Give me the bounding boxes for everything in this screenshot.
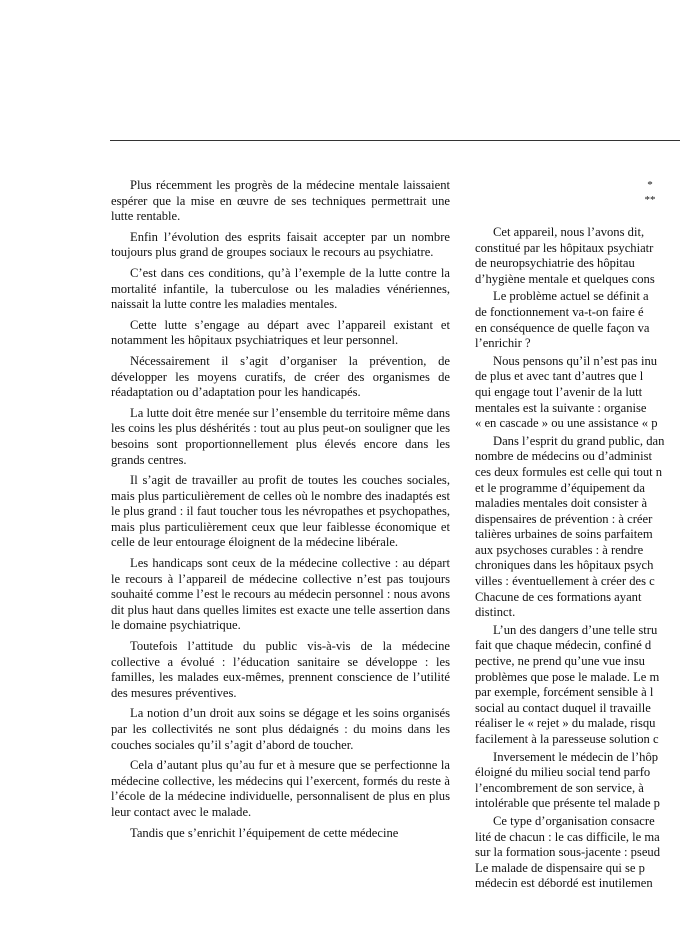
text-line: Le problème actuel se définit a — [493, 289, 649, 304]
text-line: dispensaires de prévention : à créer — [475, 511, 653, 526]
right-column-text — [475, 225, 680, 892]
text-line: Chacune de ces formations ayant — [475, 589, 642, 604]
text-line: chroniques dans les hôpitaux psych — [475, 558, 654, 573]
text-line: constitué par les hôpitaux psychiatr — [475, 240, 654, 255]
header-rule — [110, 140, 680, 141]
text-line: ces deux formules est celle qui tout n — [475, 464, 663, 479]
text-line: éloigné du milieu social tend parfo — [475, 765, 651, 780]
paragraph: Les handicaps sont ceux de la médecine collective : au départ le recours à l’appareil de médecine collective n’est pas toujours souhaité comme l’est le recours au médecin personnel : nous avons dit plus haut dans quelles limites est exacte une telle assertion dans le domaine psychiatrique. — [111, 556, 450, 633]
paragraph: Toutefois l’attitude du public vis-à-vis de la médecine collective a évolué : l’éducation sanitaire se développe : les familles, les malades eux-mêmes, prennent conscience de l’utilité des mesures préventives. — [111, 639, 450, 700]
text-line: talières urbaines de soins parfaitem — [475, 527, 653, 542]
paragraph: C’est dans ces conditions, qu’à l’exemple de la lutte contre la mortalité infantile, la tuberculose ou les maladies vénériennes, naissait la lutte contre les maladies mentales. — [111, 265, 450, 312]
text-line: Nous pensons qu’il n’est pas inu — [493, 353, 658, 368]
paragraph: Il s’agit de travailler au profit de toutes les couches sociales, mais plus particulièrement de celles où le nombre des inadaptés est le plus grand : il faut toucher tous les névropathes et psychopathes, mais plus particulièrement ceux que leur faiblesse économique et celle de leur entourage éloignent de la médecine libérale. — [111, 473, 450, 550]
right-column — [475, 178, 680, 892]
separator-stars: ** — [644, 194, 656, 206]
paragraph: Nécessairement il s’agit d’organiser la prévention, de développer les moyens curatifs, de créer des organismes de réadaptation ou d’adaptation pour les handicapés. — [111, 353, 450, 400]
text-line: qui engage tout l’avenir de la lutt — [475, 384, 643, 399]
text-line: maladies mentales doit consister à — [475, 496, 648, 511]
paragraph: Cela d’autant plus qu’au fur et à mesure que se perfectionne la médecine collective, les médecins qui l’exercent, formés du reste à l’école de la médecine individuelle, personnalisent de plus en plus leur contact avec le malade. — [111, 758, 450, 819]
paragraph: La lutte doit être menée sur l’ensemble du territoire même dans les coins les plus déshérités : tout au plus peut-on souligner que les besoins sont proportionnellement plus élevés encore dans les grands centres. — [111, 405, 450, 467]
text-line: de fonctionnement va-t-on faire é — [475, 304, 644, 319]
text-line: nombre de médecins ou d’administ — [475, 449, 652, 464]
text-line: aux psychoses curables : à rendre — [475, 542, 644, 557]
left-column — [111, 178, 450, 846]
paragraph: La notion d’un droit aux soins se dégage et les soins organisés par les collectivités ne sont plus dédaignés : du moins dans les couches sociales qu’il s’agit d’abord de toucher. — [111, 706, 450, 752]
text-line: « en cascade » ou une assistance « p — [475, 416, 658, 431]
text-line: facilement à la paresseuse solution c — [475, 732, 659, 746]
text-line: social au contact duquel il travaille — [475, 700, 651, 715]
text-line: Ce type d’organisation consacre — [493, 813, 655, 828]
text-line: réaliser le « rejet » du malade, risqu — [475, 716, 656, 731]
text-line: l’enrichir ? — [475, 336, 531, 351]
paragraph: Tandis que s’enrichit l’équipement de cette médecine — [130, 825, 399, 840]
text-line: sur la formation sous-jacente : pseud — [475, 845, 661, 860]
text-line: intolérable que présente tel malade p — [475, 796, 660, 811]
text-line: villes : éventuellement à créer des c — [475, 574, 655, 589]
text-line: par exemple, forcément sensible à l — [475, 685, 654, 700]
text-line: Le malade de dispensaire qui se p — [475, 860, 645, 875]
text-line: distinct. — [475, 605, 516, 620]
text-line: pective, ne prend qu’une vue insu — [475, 654, 645, 669]
paragraph: Cette lutte s’engage au départ avec l’appareil existant et notamment les hôpitaux psychiatriques et leur personnel. — [111, 317, 450, 348]
text-line: d’hygiène mentale et quelques cons — [475, 271, 655, 286]
text-line: Inversement le médecin de l’hôp — [493, 749, 659, 764]
text-line: fait que chaque médecin, confiné d — [475, 638, 652, 653]
text-line: l’encombrement de son service, à — [475, 780, 644, 795]
text-line: Dans l’esprit du grand public, dan — [493, 433, 665, 448]
text-line: en conséquence de quelle façon va — [475, 320, 650, 335]
text-line: Cet appareil, nous l’avons dit, — [493, 225, 645, 239]
separator-star: * — [647, 179, 653, 191]
paragraph: Plus récemment les progrès de la médecine mentale laissaient espérer que la mise en œuvre de ses techniques permettrait une lutte rentable. — [111, 178, 450, 224]
section-separator — [475, 178, 680, 208]
text-line: L’un des dangers d’une telle stru — [493, 622, 658, 637]
text-line: mentales est la suivante : organise — [475, 400, 647, 415]
text-line: de neuropsychiatrie des hôpitau — [475, 256, 635, 271]
text-line: médecin est débordé est inutilemen — [475, 876, 653, 891]
text-line: lité de chacun : le cas difficile, le ma — [475, 829, 660, 844]
text-line: problèmes que pose le malade. Le m — [475, 669, 660, 684]
text-line: de plus et avec tant d’autres que l — [475, 369, 644, 384]
text-line: et le programme d’équipement da — [475, 480, 645, 495]
paragraph: Enfin l’évolution des esprits faisait accepter par un nombre toujours plus grand de groupes sociaux le recours au psychiatre. — [111, 229, 450, 260]
